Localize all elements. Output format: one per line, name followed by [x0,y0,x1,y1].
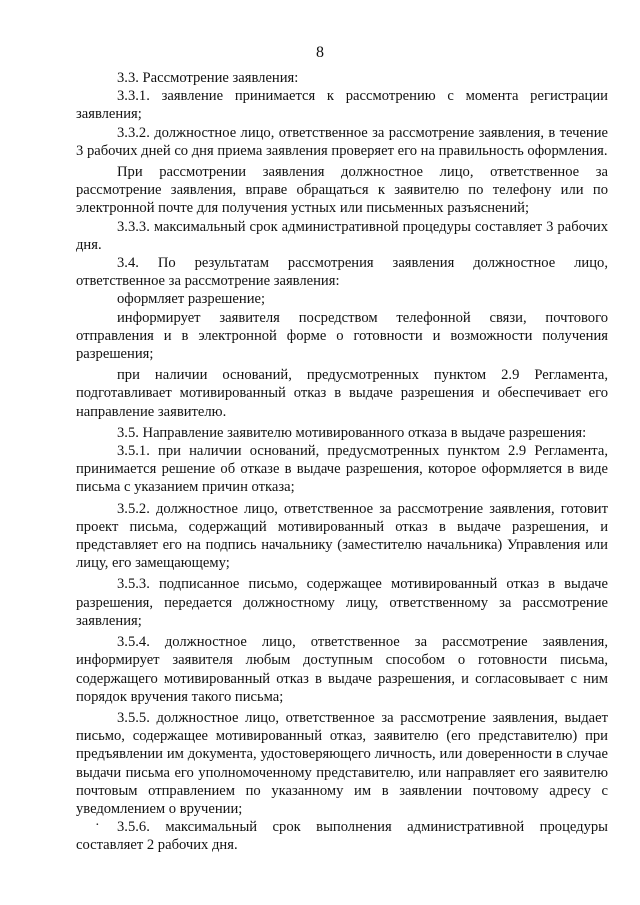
paragraph-3-5-6: 3.5.6. максимальный срок выполнения административной процедуры составляет 2 рабочих дня. [76,819,608,854]
paragraph-3-4: 3.4. По результатам рассмотрения заявления должностное лицо, ответственное за рассмотрение заявления: [76,255,608,290]
paragraph-3-5-1: 3.5.1. при наличии оснований, предусмотренных пунктом 2.9 Регламента, принимается решение об отказе в выдаче разрешения, которое оформляется в виде письма с указанием причин отказа; [76,443,608,496]
paragraph-3-5-5: 3.5.5. должностное лицо, ответственное за рассмотрение заявления, выдает письмо, содержащее мотивированный отказ, заявителю (его представителю) при предъявлении им документа, удостоверяющего личность, или доверенности в случае выдачи письма его уполномоченному представителю, или направляет его заявителю почтовым отправлением по указанному им в заявлении почтовому адресу с уведомлением о вручении; [76,709,608,817]
document-body [76,69,608,855]
paragraph-3-3-1: 3.3.1. заявление принимается к рассмотрению с момента регистрации заявления; [76,88,608,123]
paragraph-3-5-3: 3.5.3. подписанное письмо, содержащее мотивированный отказ в выдаче разрешения, передается должностному лицу, ответственному за рассмотрение заявления; [76,576,608,629]
paragraph-3-3-3: 3.3.3. максимальный срок административной процедуры составляет 3 рабочих дня. [76,218,608,253]
margin-mark: · [95,818,100,833]
paragraph-inform-applicant: информирует заявителя посредством телефонной связи, почтового отправления и в электронной форме о готовности и возможности получения разрешения; [76,309,608,363]
paragraph-3-5-4: 3.5.4. должностное лицо, ответственное за рассмотрение заявления, информирует заявителя любым доступным способом о готовности письма, содержащего мотивированный отказ в выдаче разрешения, и согласовывает с ним порядок вручения такого письма; [76,634,608,705]
paragraph-clarification: При рассмотрении заявления должностное лицо, ответственное за рассмотрение заявления, вправе обращаться к заявителю по телефону или по электронной почте для получения устных или письменных разъяснений; [76,164,608,217]
paragraph-3-5-2: 3.5.2. должностное лицо, ответственное за рассмотрение заявления, готовит проект письма, содержащий мотивированный отказ в выдаче разрешения, и представляет его на подпись начальнику (заместителю начальника) Управления или лицу, его замещающему; [76,500,608,572]
paragraph-refusal-grounds: при наличии оснований, предусмотренных пунктом 2.9 Регламента, подготавливает мотивированный отказ в выдаче разрешения и обеспечивает его направление заявителю. [76,367,608,420]
paragraph-3-3-2: 3.3.2. должностное лицо, ответственное за рассмотрение заявления, в течение 3 рабочих дней со дня приема заявления проверяет его на правильность оформления. [76,124,608,159]
page-number: 8 [316,44,324,61]
paragraph-3-3: 3.3. Рассмотрение заявления: [117,70,299,86]
paragraph-issue-permit: оформляет разрешение; [117,291,266,308]
paragraph-3-5: 3.5. Направление заявителю мотивированного отказа в выдаче разрешения: [117,424,587,441]
